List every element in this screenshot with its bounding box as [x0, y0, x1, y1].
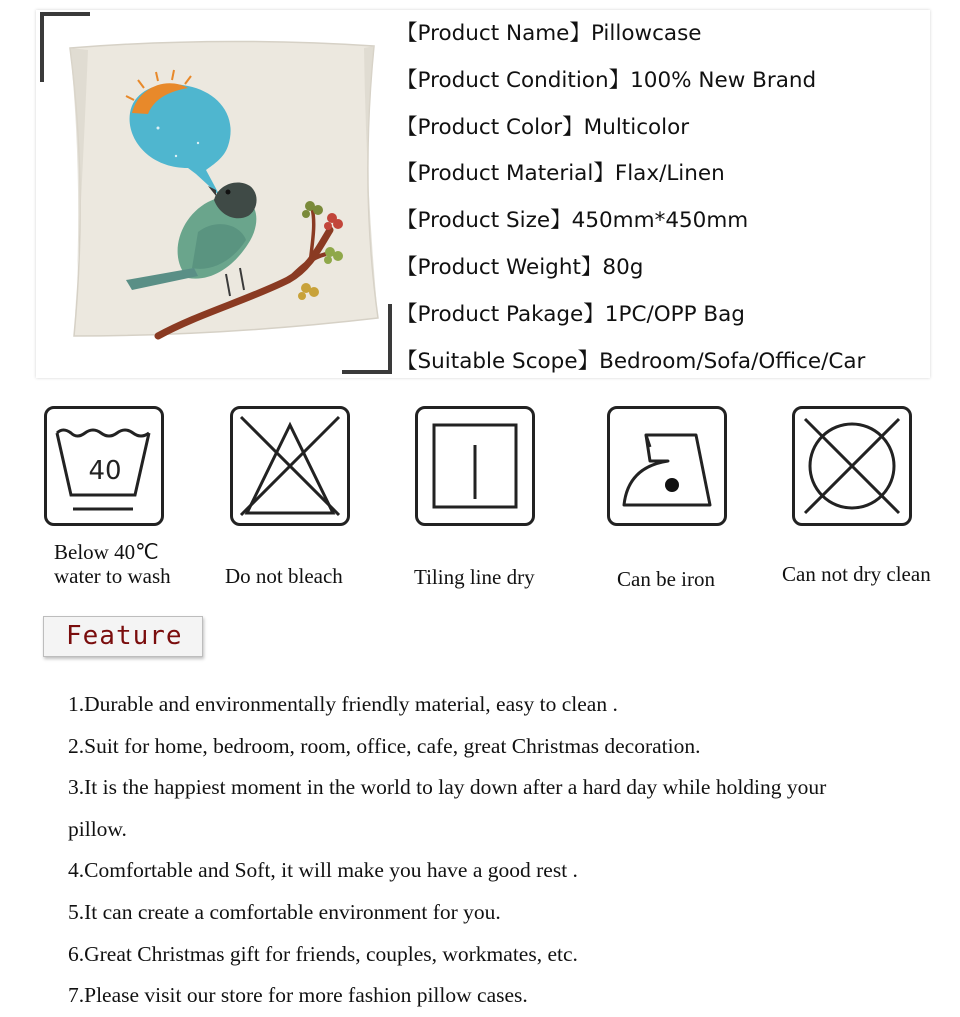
wash-temp-text: 40 — [88, 456, 122, 486]
feature-heading — [43, 616, 203, 657]
care-label-line: water to wash — [54, 564, 171, 588]
line-dry-icon — [415, 406, 535, 526]
feature-item: 1.Durable and environmentally friendly material, easy to clean . — [68, 692, 618, 716]
spec-key: 【 Product Weight 】 — [396, 255, 602, 280]
feature-item: 2.Suit for home, bedroom, room, office, cafe, great Christmas decoration. — [68, 733, 701, 758]
feature-title: Feature — [66, 621, 183, 651]
spec-key: 【 Product Condition 】 — [396, 68, 630, 93]
spec-row — [396, 158, 926, 205]
product-specs — [396, 18, 926, 392]
spec-key: 【 Product Material 】 — [396, 161, 615, 186]
no-bleach-icon — [230, 406, 350, 526]
spec-value: 80g — [602, 254, 644, 280]
spec-row — [396, 346, 926, 393]
spec-row — [396, 299, 926, 346]
care-label — [54, 540, 171, 588]
no-dry-clean-icon — [792, 406, 912, 526]
care-label-line: Below 40℃ — [54, 540, 159, 564]
frame-corner — [40, 12, 90, 16]
feature-item: 7.Please visit our store for more fashion pillow cases. — [68, 983, 528, 1008]
spec-row — [396, 65, 926, 112]
pillow-bird-illustration — [48, 18, 384, 366]
feature-item: 3.It is the happiest moment in the world to lay down after a hard day while holding your — [68, 775, 827, 800]
spec-row — [396, 18, 926, 65]
care-instructions — [0, 404, 960, 604]
spec-key: 【 Product Pakage 】 — [396, 302, 605, 327]
spec-value: 100% New Brand — [630, 67, 817, 93]
care-label: Can be iron — [617, 567, 715, 591]
feature-item: 5.It can create a comfortable environment for you. — [68, 899, 501, 924]
frame-corner — [388, 304, 392, 374]
feature-list — [68, 684, 938, 1017]
feature-item: pillow. — [68, 816, 127, 841]
spec-value: Flax/Linen — [614, 161, 725, 187]
care-label: Can not dry clean — [782, 562, 931, 586]
spec-row — [396, 112, 926, 159]
spec-key: 【 Product Color 】 — [396, 115, 584, 140]
care-label: Do not bleach — [225, 564, 343, 588]
spec-key: 【 Suitable Scope 】 — [396, 349, 599, 374]
spec-key: 【 Product Name 】 — [396, 21, 591, 46]
spec-key: 【 Product Size 】 — [396, 208, 572, 233]
spec-value: Pillowcase — [590, 21, 702, 46]
iron-icon — [607, 406, 727, 526]
feature-item: 4.Comfortable and Soft, it will make you have a good rest . — [68, 858, 578, 883]
spec-value: 450mm*450mm — [571, 208, 749, 234]
wash-40-icon — [44, 406, 164, 526]
frame-corner — [40, 12, 44, 82]
feature-item: 6.Great Christmas gift for friends, couples, workmates, etc. — [68, 941, 578, 966]
frame-corner — [342, 370, 392, 374]
spec-row — [396, 252, 926, 299]
product-photo — [40, 12, 392, 374]
spec-value: 1PC/OPP Bag — [604, 301, 745, 327]
spec-value: Multicolor — [583, 114, 690, 140]
spec-value: Bedroom/Sofa/Office/Car — [599, 348, 866, 374]
care-label: Tiling line dry — [414, 565, 535, 589]
spec-row — [396, 205, 926, 252]
